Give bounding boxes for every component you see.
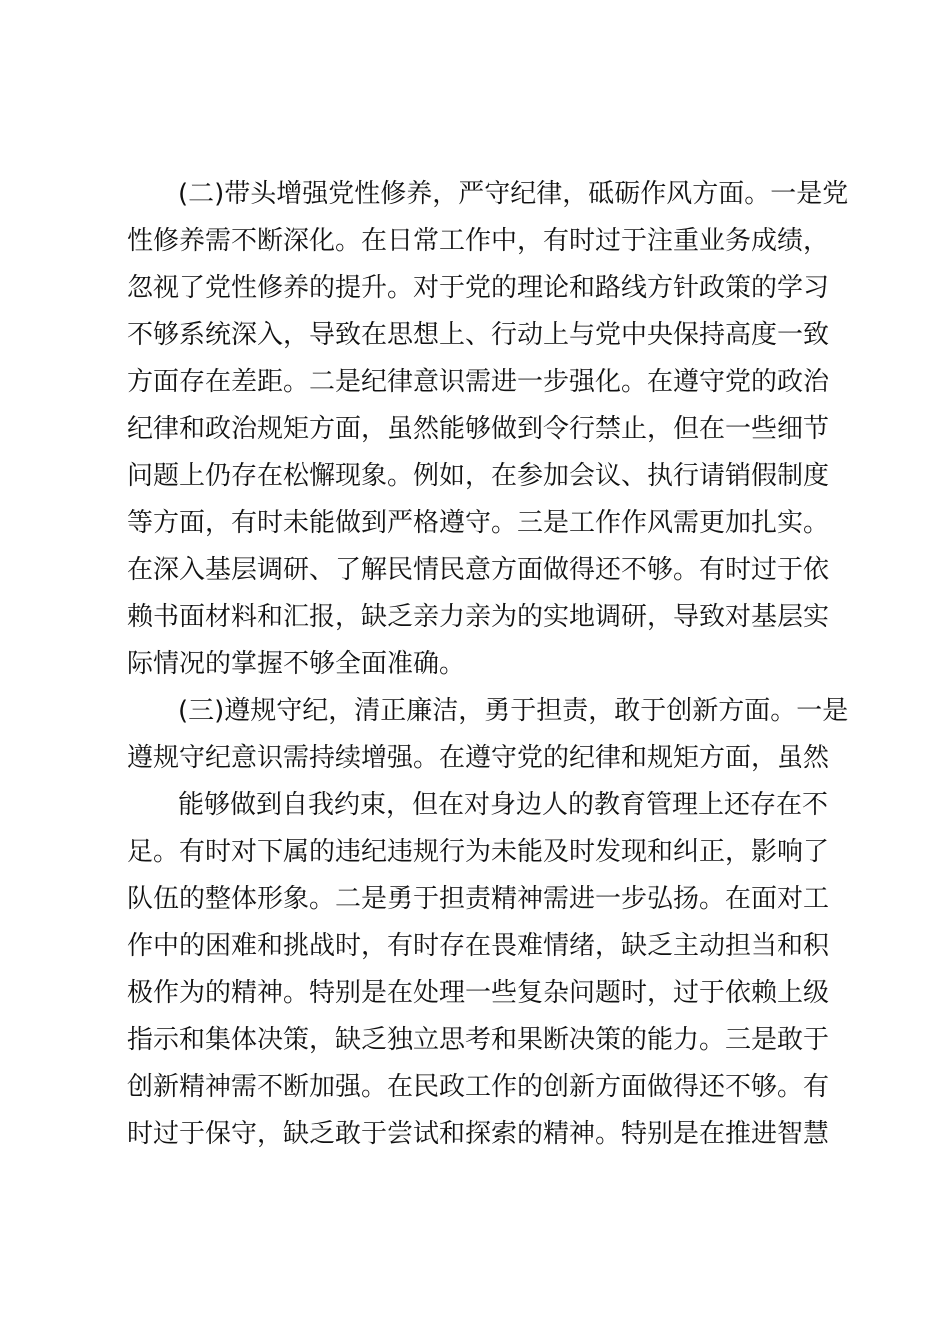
text-line: 赖书面材料和汇报，缺乏亲力亲为的实地调研，导致对基层实: [127, 602, 830, 632]
text-line: 时过于保守，缺乏敢于尝试和探索的精神。特别是在推进智慧: [127, 1119, 830, 1149]
text-line: 创新精神需不断加强。在民政工作的创新方面做得还不够。有: [127, 1072, 830, 1102]
text-line: 不够系统深入，导致在思想上、行动上与党中央保持高度一致: [127, 320, 830, 350]
text-line: 遵规守纪意识需持续增强。在遵守党的纪律和规矩方面，虽然: [127, 743, 830, 773]
text-line: 忽视了党性修养的提升。对于党的理论和路线方针政策的学习: [127, 273, 830, 303]
text-line: (二)带头增强党性修养，严守纪律，砥砺作风方面。一是党: [178, 179, 849, 209]
text-line: 足。有时对下属的违纪违规行为未能及时发现和纠正，影响了: [127, 837, 830, 867]
text-line: 问题上仍存在松懈现象。例如，在参加会议、执行请销假制度: [127, 461, 830, 491]
text-line: 等方面，有时未能做到严格遵守。三是工作作风需更加扎实。: [127, 508, 830, 538]
text-line: 指示和集体决策，缺乏独立思考和果断决策的能力。三是敢于: [127, 1025, 830, 1055]
text-line: 作中的困难和挑战时，有时存在畏难情绪，缺乏主动担当和积: [127, 931, 830, 961]
text-line: 纪律和政治规矩方面，虽然能够做到令行禁止，但在一些细节: [127, 414, 830, 444]
text-line: 际情况的掌握不够全面准确。: [127, 649, 466, 679]
text-line: 方面存在差距。二是纪律意识需进一步强化。在遵守党的政治: [127, 367, 830, 397]
text-line: 在深入基层调研、了解民情民意方面做得还不够。有时过于依: [127, 555, 830, 585]
text-line: 队伍的整体形象。二是勇于担责精神需进一步弘扬。在面对工: [127, 884, 830, 914]
text-line: 性修养需不断深化。在日常工作中，有时过于注重业务成绩，: [127, 226, 830, 256]
text-line: 极作为的精神。特别是在处理一些复杂问题时，过于依赖上级: [127, 978, 830, 1008]
text-line: (三)遵规守纪，清正廉洁，勇于担责，敢于创新方面。一是: [178, 696, 849, 726]
text-line: 能够做到自我约束，但在对身边人的教育管理上还存在不: [178, 790, 829, 820]
